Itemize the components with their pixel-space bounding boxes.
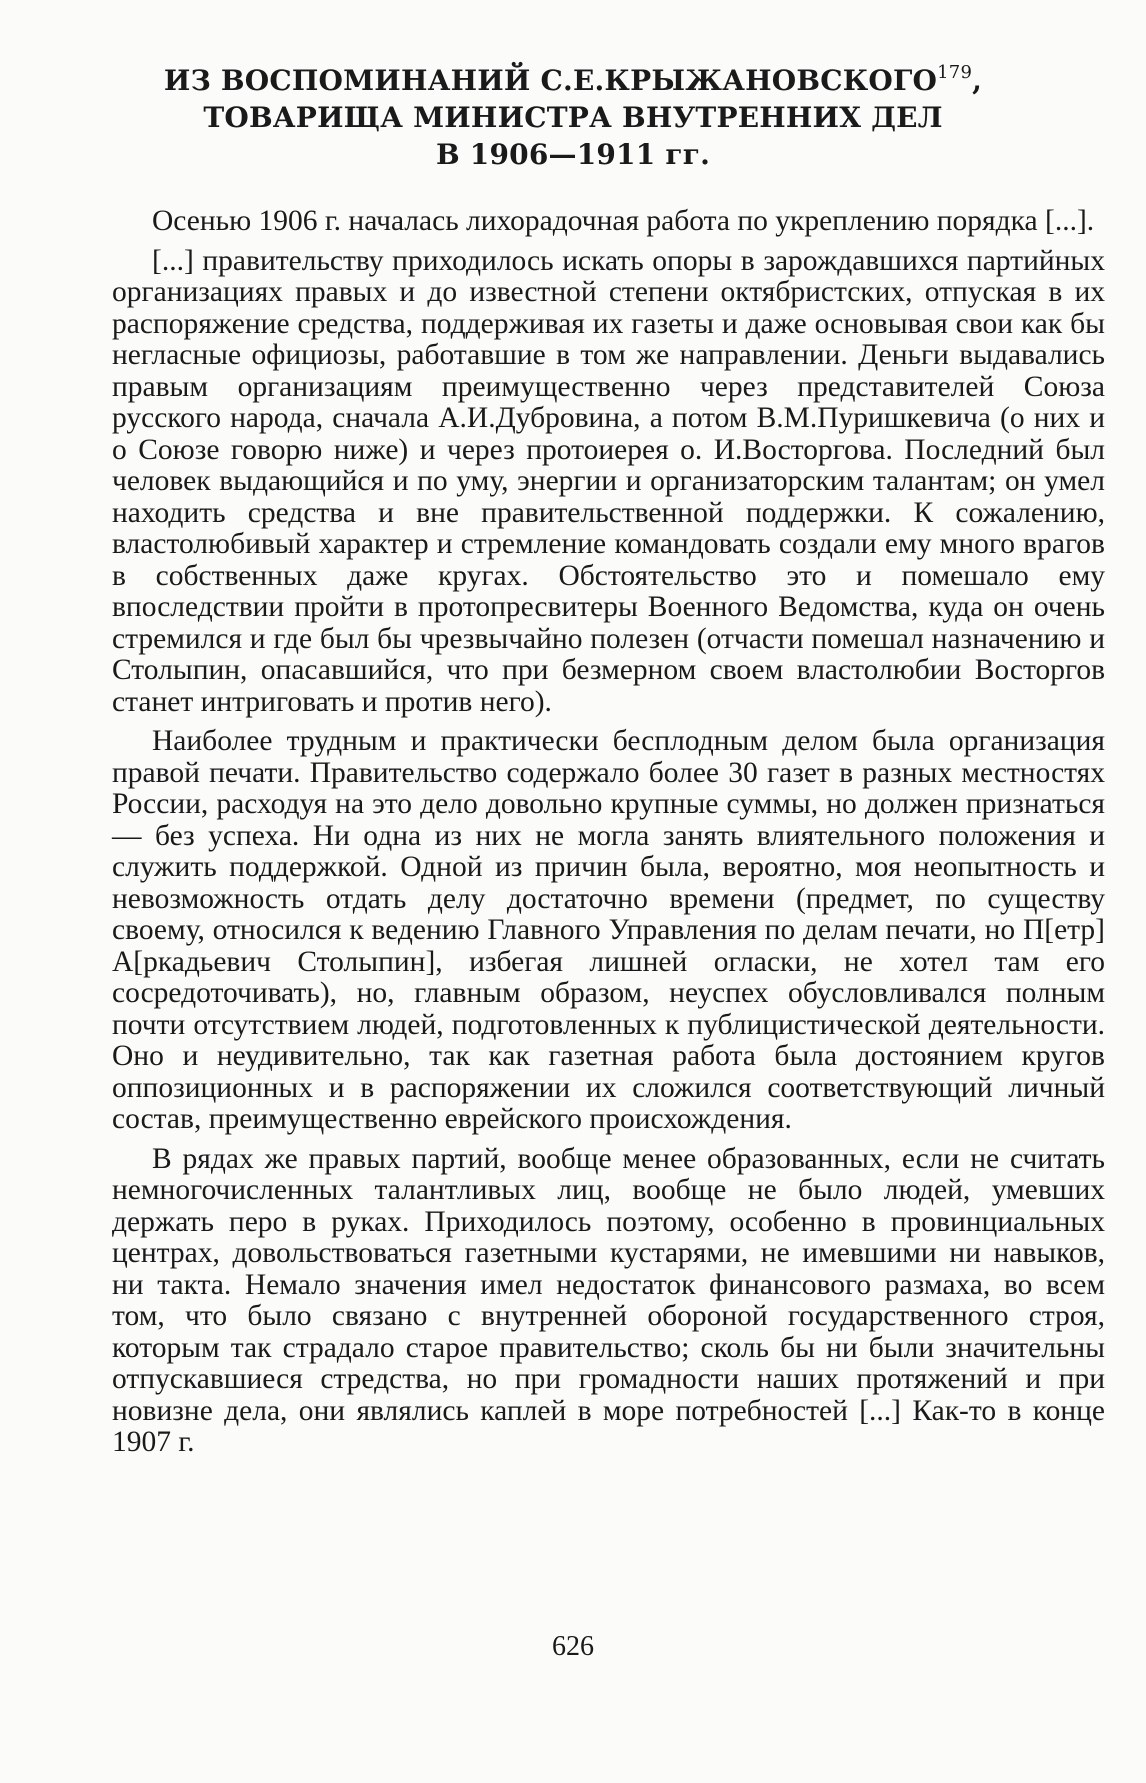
footnote-reference[interactable]: 179 [937,62,973,83]
heading-line-3: В 1906—1911 гг. [435,138,711,171]
paragraph-2: [...] правительству приходилось искать опоры в зарождавшихся партийных организациях правых и до известной степени октябристских, отпуская в их распоряжение средства, поддерживая их газеты и даже основывая свои как бы негласные официозы, работавшие в том же направлении. Деньги выдавались правым организациям преимущественно через представителей Союза русского народа, сначала А.И.Дубровина, а потом В.М.Пуришкевича (о них и о Союзе говорю ниже) и через протоиерея о. И.Восторгова. Последний был человек выдающийся и по уму, энергии и организаторским талантам; он умел находить средства и вне правительственной поддержки. К сожалению, властолюбивый характер и стремление командовать создали ему много врагов в собственных даже кругах. Обстоятельство это и помешало ему впоследствии пройти в протопресвитеры Военного Ведомства, куда он очень стремился и где был бы чрезвычайно полезен (отчасти помешал назначению и Столыпин, опасавшийся, что при безмерном своем властолюбии Восторгов станет интриговать и против него). [112,244,1105,718]
heading-line-2: ТОВАРИЩА МИНИСТРА ВНУТРЕННИХ ДЕЛ [203,101,943,134]
chapter-heading [120,62,1026,173]
page-number: 626 [552,1631,594,1662]
heading-line-1 [120,62,1026,99]
heading-line-1-comma: , [972,64,983,97]
paragraph-3: Наиболее трудным и практически бесплодным делом была организация правой печати. Правительство содержало более 30 газет в разных местностях России, расходуя на это дело довольно крупные суммы, но должен признаться — без успеха. Ни одна из них не могла занять влиятельного положения и служить поддержкой. Одной из причин была, вероятно, моя неопытность и невозможность отдать делу достаточно времени (предмет, по существу своему, относился к ведению Главного Управления по делам печати, но П[етр] А[ркадьевич Столыпин], избегая лишней огласки, не хотел там его сосредоточивать), но, главным образом, неуспех обусловливался полным почти отсутствием людей, подготовленных к публицистической деятельности. Оно и неудивительно, так как газетная работа была достоянием кругов оппозиционных и в распоряжении их сложился соответствующий личный состав, преимущественно еврейского происхождения. [112,725,1105,1135]
heading-line-1-text: ИЗ ВОСПОМИНАНИЙ С.Е.КРЫЖАНОВСКОГО [163,64,938,97]
body-text [112,206,1105,1467]
paragraph-1: Осенью 1906 г. началась лихорадочная работа по укреплению порядка [...]. [152,205,1095,237]
paragraph-4: В рядах же правых партий, вообще менее образованных, если не считать немногочисленных талантливых лиц, вообще не было людей, умевших держать перо в руках. Приходилось поэтому, особенно в провинциальных центрах, довольствоваться газетными кустарями, не имевшими ни навыков, ни такта. Немало значения имел недостаток финансового размаха, во всем том, что было связано с внутренней обороной государственного строя, которым так страдало старое правительство; сколь бы ни были значительны отпускавшиеся стредства, но при громадности наших протяжений и при новизне дела, они являлись каплей в море потребностей [...] Как-то в конце 1907 г. [112,1142,1105,1458]
